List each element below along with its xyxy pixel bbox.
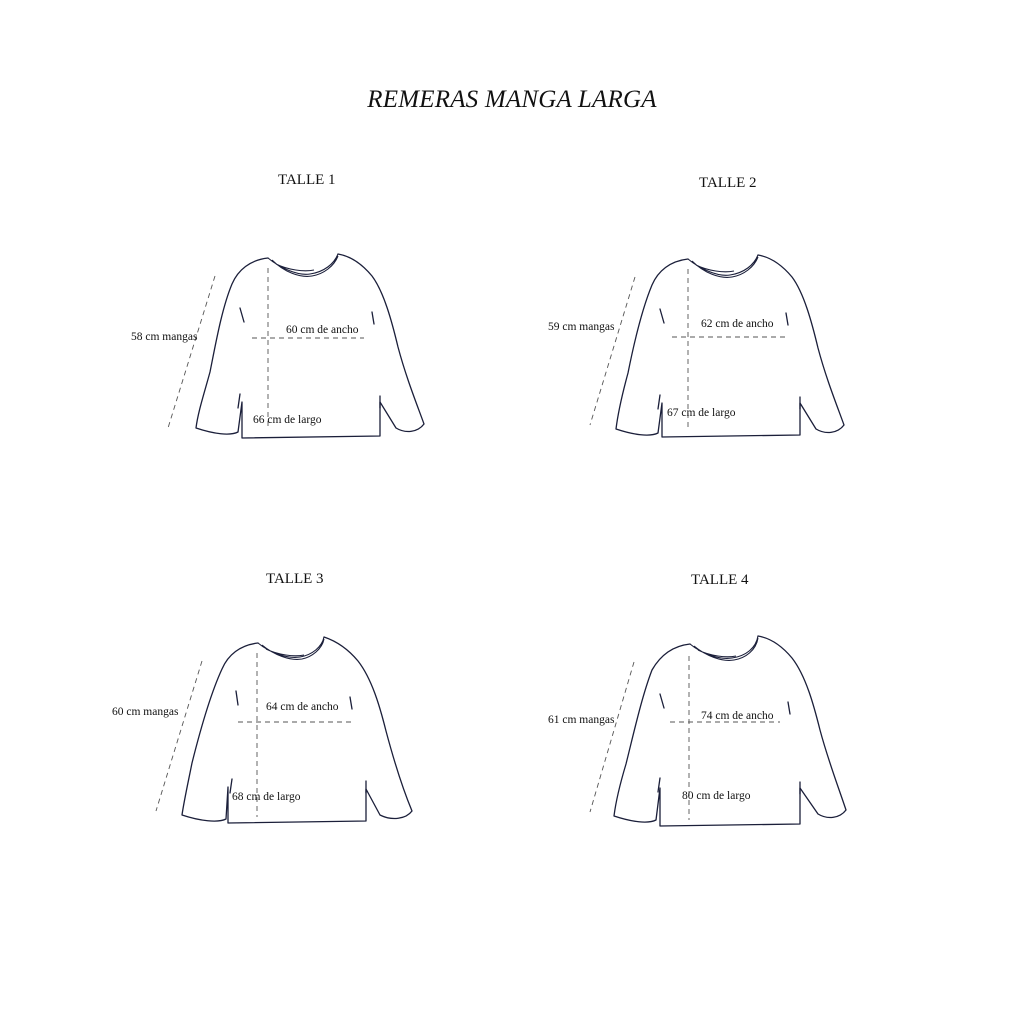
sleeve-measure-line [590,662,634,812]
sleeve-seam-right [372,312,380,408]
shirt-collar [258,637,324,659]
size-title: TALLE 3 [266,571,324,587]
size-title: TALLE 1 [278,172,336,188]
width-measurement-label: 64 cm de ancho [266,701,339,713]
page-title: REMERAS MANGA LARGA [367,86,657,113]
sleeve-measurement-label: 60 cm mangas [112,706,179,718]
size-panel-talle-3 [100,571,520,911]
length-measurement-label: 67 cm de largo [667,407,736,419]
sleeve-seam-left [658,694,664,792]
long-sleeve-shirt-illustration [530,175,950,515]
sleeve-measure-line [156,661,202,811]
shirt-collar [690,636,758,660]
sleeve-seam-right [786,313,800,409]
long-sleeve-shirt-illustration [100,571,520,911]
size-panel-talle-1 [110,172,530,512]
sleeve-seam-left [238,308,244,408]
shirt-outline [196,254,424,438]
size-title: TALLE 2 [699,175,757,191]
size-title: TALLE 4 [691,572,749,588]
length-measurement-label: 68 cm de largo [232,791,301,803]
shirt-collar [268,254,338,276]
width-measurement-label: 60 cm de ancho [286,324,359,336]
length-measurement-label: 66 cm de largo [253,414,322,426]
sleeve-measurement-label: 58 cm mangas [131,331,198,343]
sleeve-measure-line [590,277,635,425]
sleeve-seam-left [230,691,238,793]
size-panel-talle-4 [530,572,950,912]
sleeve-measurement-label: 61 cm mangas [548,714,615,726]
sleeve-seam-right [788,702,800,794]
sleeve-seam-left [658,309,664,409]
sleeve-seam-right [350,697,366,793]
width-measurement-label: 62 cm de ancho [701,318,774,330]
sleeve-measure-line [168,276,215,428]
length-measurement-label: 80 cm de largo [682,790,751,802]
sleeve-measurement-label: 59 cm mangas [548,321,615,333]
size-panel-talle-2 [530,175,950,515]
width-measurement-label: 74 cm de ancho [701,710,774,722]
long-sleeve-shirt-illustration [530,572,950,912]
shirt-collar [688,255,758,277]
